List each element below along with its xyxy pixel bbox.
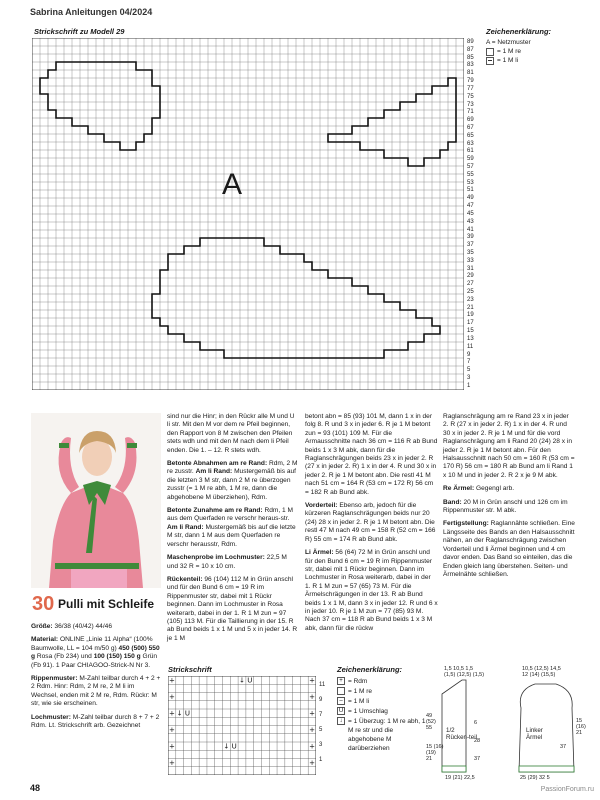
small-row-number: 7 [319, 712, 323, 718]
text-material-3: Grün (Fb 91). 1 Paar CHIAGOO-Strick-N Nr 3. [31, 653, 158, 669]
magazine-header: Sabrina Anleitungen 04/2024 [30, 7, 153, 17]
text-front: Ebenso arb, jedoch für die kürzeren Raglanschrägungen beids nur 20 (24) 28 x in jeder 2. R je 1 M betont abn. Die restl 47 M nach 49 cm = 158 R (52 cm = 166 R) 55 cm = 174 R ab Bund abk. [305, 502, 436, 543]
legend-symbol-icon: ↓ [337, 717, 345, 725]
row-number: 13 [467, 335, 474, 342]
row-number: 21 [467, 304, 474, 311]
row-number: 27 [467, 281, 474, 288]
stitch-symbol: + [168, 725, 175, 734]
body-top-1: 1,5 10,5 1,5 [444, 666, 474, 672]
chart-title: Strickschrift zu Modell 29 [34, 27, 125, 36]
row-number: 33 [467, 257, 474, 264]
legend-bottom-item [337, 707, 427, 716]
body-bottom: 19 (21) 22,5 [445, 775, 475, 781]
legend-bottom-item [337, 697, 427, 706]
label-back: Rückenteil: [167, 575, 203, 583]
small-stitch-chart [168, 676, 316, 775]
row-number: 41 [467, 226, 474, 233]
chart-motif-shape-1 [40, 62, 160, 150]
body-right-37: 37 [474, 756, 481, 762]
label-lace-pattern: Lochmuster: [31, 713, 71, 721]
row-number: 19 [467, 312, 474, 319]
row-number: 9 [467, 351, 471, 358]
text-material-amount1: 450 (500) 550 g [31, 644, 160, 661]
label-gauge: Maschenprobe im Lochmuster: [167, 554, 265, 562]
row-number: 43 [467, 218, 474, 225]
legend-symbol-icon: + [337, 677, 345, 685]
text-finishing: Raglannähte schließen. Eine Längsseite des Bands an den Halsausschnitt nähen, an der Raglanschrägung zwischen Vorderteil und li Ärmel beginnen und 4 cm davor enden. Das Band so einteilen, das die Enden gleich lang überstehen. Seiten- und Ärmelnähte schließen. [443, 520, 575, 578]
body-mid-2: (19) [426, 750, 436, 756]
row-number: 47 [467, 203, 474, 210]
row-number: 71 [467, 109, 474, 116]
row-number: 51 [467, 187, 474, 194]
legend-top-title: Zeichenerklärung: [486, 27, 552, 36]
sleeve-right-1: 15 [576, 718, 583, 724]
legend-text: = 1 Umschlag [348, 708, 388, 715]
legend-purl: = 1 M li [497, 57, 519, 64]
watermark: PassionForum.ru [540, 786, 594, 793]
row-number: 31 [467, 265, 474, 272]
purl-stitch-symbol [486, 57, 494, 65]
legend-bottom-title: Zeichenerklärung: [337, 665, 403, 674]
legend-top [486, 27, 586, 65]
stitch-symbol: + [309, 758, 316, 767]
legend-netzmuster: A = Netzmuster [486, 39, 531, 46]
stitch-symbol: ↓ [176, 709, 183, 718]
body-top-2: (1,5) (12,5) (1,5) [444, 672, 485, 678]
row-number: 81 [467, 70, 474, 77]
row-number: 53 [467, 179, 474, 186]
body-mid-1: 15 (16) [426, 744, 444, 750]
sleeve-label-1: Linker [526, 727, 543, 734]
stitch-symbol: + [168, 742, 175, 751]
row-number: 17 [467, 320, 474, 327]
knitting-chart-grid [32, 38, 464, 390]
stitch-symbol: + [309, 709, 316, 718]
label-decrease-left: Am li Rand: [195, 468, 233, 476]
instructions-column-3 [305, 413, 438, 638]
legend-bottom [337, 665, 427, 754]
text-right-sleeve: Gegengl arb. [474, 485, 515, 493]
row-number: 65 [467, 132, 474, 139]
model-photo [31, 413, 161, 588]
legend-text: = 1 Überzug: 1 M re abh, 1 M re str und die abgehobene M darüberziehen [348, 718, 426, 752]
stitch-symbol: ↓ [239, 676, 245, 685]
row-number: 3 [467, 374, 471, 381]
instructions-column-1 [31, 623, 161, 735]
body-left-3: 55 [426, 725, 433, 731]
row-number: 57 [467, 164, 474, 170]
row-number: 73 [467, 101, 474, 108]
row-number: 61 [467, 148, 474, 155]
row-number: 45 [467, 210, 474, 217]
text-back: 96 (104) 112 M in Grün anschl und für den Bund 6 cm = 19 R im Rippenmuster str, dabei mit 1 Rückr beginnen. Dann im Lochmuster in Rosa weiterarb, dabei in der 1. R 1 M zun = 97 (105) 113 M. Für die Taillierung in der 15. R ab Bund beids 1 x 1 M und 5 x in jeder 14. R je 1 M [167, 575, 298, 642]
model-title: Pulli mit Schleife [58, 597, 155, 611]
row-number: 35 [467, 249, 474, 256]
row-number: 49 [467, 195, 474, 202]
stitch-symbol: U [231, 742, 237, 751]
stitch-symbol: + [168, 692, 175, 701]
text-sleeve-continued: Raglanschrägung am re Rand 23 x in jeder 2. R (27 x in jeder 2. R) 1 x in der 4. R und 30 x in jeder 2. R je 1 M und für die vord Raglanschrägung am li Rand 20 (24) 28 x in jeder 2. R je 1 M betont abn. Für den Halsausschnitt nach 50 cm = 160 R (53 cm = 170 R) 56 cm = 180 R ab Bund am li Rand 1 x 10 M und in jeder 2. R 2 x je 9 M abk. [443, 413, 575, 479]
row-number: 5 [467, 367, 471, 374]
label-rib-pattern: Rippenmuster: [31, 675, 78, 683]
legend-bottom-item [337, 677, 427, 686]
row-number: 69 [467, 117, 474, 124]
legend-text: = Rdm [348, 678, 368, 685]
small-chart-title: Strickschrift [168, 665, 212, 674]
stitch-symbol: + [309, 725, 316, 734]
sleeve-top-2: 12 (14) (15,5) [522, 672, 556, 678]
text-material-amount2: 100 (150) 150 g [93, 653, 141, 661]
row-number: 89 [467, 39, 474, 45]
text-material-2: Rosa (Fb 234) und [35, 653, 94, 661]
small-row-number: 11 [319, 682, 326, 688]
small-row-number: 5 [319, 727, 323, 733]
sleeve-right-3: 21 [576, 730, 583, 736]
small-row-number: 9 [319, 697, 323, 703]
legend-text: = 1 M li [348, 698, 370, 705]
label-decrease-right: Betonte Abnahmen am re Rand: [167, 460, 268, 468]
legend-symbol-icon: – [337, 697, 345, 705]
sleeve-mid: 37 [560, 744, 567, 750]
page-number: 48 [30, 783, 41, 793]
stitch-symbol: + [168, 709, 175, 718]
text-decrease-left: Mustergemäß bis auf die letzten 3 M str, dann 2 M re überzogen zusstr (= 1 M re abh, 1 M re, dann die abgehobene M überziehen), Rdm. [167, 468, 296, 501]
sleeve-label-2: Ärmel [526, 734, 543, 741]
stitch-symbol: + [309, 692, 316, 701]
text-back-continued: betont abn = 85 (93) 101 M, dann 1 x in der folg 8. R und 3 x in jeder 6. R je 1 M betont zun = 93 (101) 109 M. Für die Armausschnitte nach 36 cm = 116 R ab Bund beids 1 x 3 M abk, dann für die Raglanschrägungen beids 23 x in jeder 2. R (27 x in jeder 2. R) 1 x in der 4. R und 30 x in jeder 2. R je 1 M betont abn. Die restl 41 M nach 51 cm = 164 R (53 cm = 172 R) 56 cm = 182 R ab Bund abk. [305, 413, 438, 496]
legend-bottom-item [337, 717, 427, 753]
body-right-28: 28 [474, 738, 481, 744]
text-size: 36/38 (40/42) 44/46 [52, 623, 113, 630]
row-number: 11 [467, 343, 474, 350]
legend-symbol-icon [337, 687, 345, 695]
label-material: Material: [31, 636, 59, 644]
body-left-2: (52) [426, 719, 436, 725]
sleeve-right-2: (16) [576, 724, 586, 730]
stitch-symbol: + [309, 676, 316, 685]
sleeve-top-1: 10,5 (12,5) 14,5 [522, 666, 561, 672]
row-number: 25 [467, 289, 474, 295]
body-mid-3: 21 [426, 756, 433, 762]
stitch-symbol: + [168, 676, 175, 685]
small-row-number: 3 [319, 742, 323, 748]
label-size: Größe: [31, 623, 53, 630]
row-number: 1 [467, 382, 471, 389]
label-right-sleeve: Re Ärmel: [443, 485, 475, 493]
row-number: 87 [467, 46, 474, 53]
text-rib-pattern: M-Zahl teilbar durch 4 + 2 + 2 Rdm. Hinr: Rdm, 2 M re, 2 M li im Wechsel, enden mit 2 M re, Rdm. Rückr: M str, wie sie erscheinen. [31, 675, 161, 708]
label-left-sleeve: Li Ärmel: [305, 549, 334, 557]
instructions-column-4 [443, 413, 576, 584]
body-label-2: Rücken-teil [446, 734, 477, 741]
row-number: 75 [467, 93, 474, 100]
model-number: 30 [32, 593, 55, 615]
row-number: 15 [467, 328, 474, 335]
label-band: Band: [443, 498, 462, 506]
text-increase-left: Mustergemäß bis auf die letzte M str, dann 1 M aus dem Querfaden re verschr herausstr, Rdm. [167, 523, 296, 548]
text-lace-pattern: M-Zahl teilbar durch 8 + 7 + 2 Rdm. Lt. Strickschrift arb. Gezeichnet [31, 713, 160, 730]
small-row-number: 1 [319, 757, 323, 763]
garment-schematic [422, 662, 587, 782]
row-number: 29 [467, 273, 474, 280]
text-band: 20 M in Grün anschl und 126 cm im Rippenmuster str. M abk. [443, 498, 568, 515]
stitch-symbol: U [184, 709, 191, 718]
knit-stitch-symbol [486, 48, 494, 56]
text-gauge: 22,5 M und 32 R = 10 x 10 cm. [167, 554, 287, 570]
text-increase-right: Rdm, 1 M aus dem Querfaden re verschr heraus-str. [167, 507, 294, 523]
body-left-1: 49 [426, 713, 433, 719]
pattern-letter-a: A [222, 168, 243, 201]
row-number: 77 [467, 85, 474, 92]
row-number: 67 [467, 124, 474, 131]
legend-bottom-item [337, 687, 427, 696]
row-number: 59 [467, 156, 474, 163]
label-finishing: Fertigstellung: [443, 520, 489, 528]
label-front: Vorderteil: [305, 502, 338, 510]
body-label-1: 1/2 [446, 727, 455, 734]
legend-symbol-icon: U [338, 708, 344, 714]
legend-text: = 1 M re [348, 688, 373, 695]
stitch-symbol: U [247, 676, 253, 685]
row-number: 85 [467, 54, 474, 61]
stitch-symbol: ↓ [223, 742, 230, 751]
row-number: 7 [467, 359, 471, 366]
row-number: 39 [467, 234, 474, 241]
legend-knit: = 1 M re [497, 48, 522, 55]
text-lace-continued: sind nur die Hinr; in den Rückr alle M und U li str. Mit den M vor dem re Pfeil beginnen, den Rapport von 8 M zwischen den Pfeilen stets wdh und mit den M nach dem li Pfeil enden. Die 1. – 12. R stets wdh. [167, 413, 295, 454]
text-decrease-right: Rdm, 2 M re zusstr. [167, 460, 298, 476]
sleeve-bottom: 25 (29) 32 5 [520, 775, 550, 781]
chart-row-numbers [467, 39, 474, 391]
text-material: ONLINE „Linie 11 Alpha“ (100% Baumwolle, LL = 104 m/50 g) [31, 636, 153, 652]
row-number: 63 [467, 140, 474, 147]
row-number: 55 [467, 171, 474, 178]
small-chart-row-numbers [319, 678, 325, 768]
row-number: 79 [467, 78, 474, 85]
row-number: 23 [467, 296, 474, 303]
row-number: 83 [467, 62, 474, 69]
text-left-sleeve: 56 (64) 72 M in Grün anschl und für den Bund 6 cm = 19 R im Rippenmuster str, dabei mit 1 Rückr beginnen. Dann im Lochmuster in Rosa weiterarb, dabei in der 1. R 1 M zun = 57 (65) 73 M. Für die Ärmelschrägungen in der 13. R ab Bund beids 1 x 1 M, dann 3 x in jeder 12. R und 6 x in jeder 10. R je 1 M zun = 77 (85) 93 M. Nach 37 cm = 118 R ab Bund beids 1 x 3 M abk, dann für die rückw [305, 549, 438, 632]
stitch-symbol: + [309, 742, 316, 751]
label-increase-right: Betonte Zunahme am re Rand: [167, 507, 263, 515]
body-right-6: 6 [474, 720, 478, 726]
row-number: 37 [467, 242, 474, 249]
instructions-column-2 [167, 413, 299, 648]
label-increase-left: Am li Rand: [167, 523, 204, 531]
stitch-symbol: + [168, 758, 175, 767]
